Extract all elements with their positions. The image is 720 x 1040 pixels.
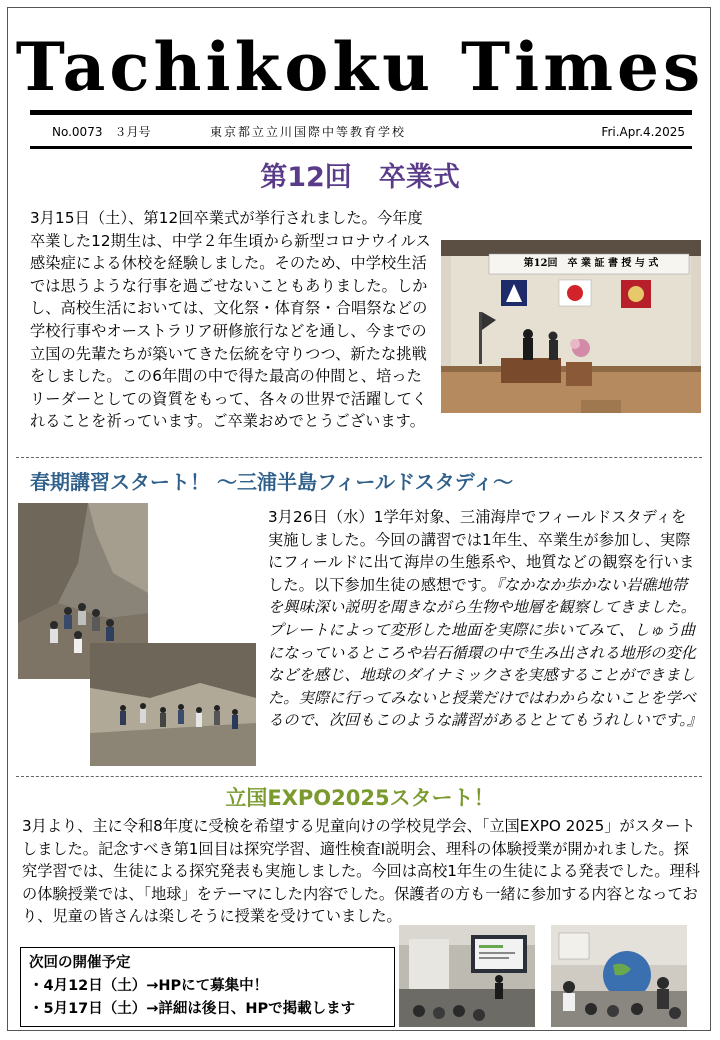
expo-science-class-photo: [551, 925, 687, 1027]
graduation-article: 3月15日（土）、第12回卒業式が挙行されました。今年度卒業した12期生は、中学２年生頃から新型コロナウイルス感染症による休校を経験しました。そのため、中学校生活では思うような行事を過ごせないこともありました。しかし、高校生活においては、文化祭・体育祭・合唱祭などの学校行事やオーストラリア研修旅行などを通し、今までの立国の先輩たちが築いてきた伝統を守りつつ、新たな挑戦をしました。この6年間の中で得た最高の仲間と、培ったリーダーとしての資質をもって、各々の世界で活躍してくれることを祈っています。ご卒業おめでとうございます。: [30, 209, 431, 431]
rocky-shore-photo: [90, 643, 256, 766]
fieldstudy-body: 3月26日（水）1学年対象、三浦海岸でフィールドスタディを実施しました。今回の講習では1年生、卒業生が参加し、実際にフィールドに出て海岸の生態系や、地質などの観察を行いました。以下参加生徒の感想です。: [268, 508, 695, 594]
lecture-hall-illustration: [399, 925, 535, 1027]
graduation-ceremony-photo: [441, 240, 701, 413]
ceremony-banner-text: 第12回 卒 業 証 書 授 与 式: [523, 258, 659, 269]
notice-line-may: ・5月17日（土）→詳細は後日、HPで掲載します: [29, 1001, 356, 1017]
fieldstudy-article: [268, 506, 703, 732]
masthead-rule-bottom: [30, 146, 692, 149]
section-divider-2: [16, 776, 702, 777]
school-name: 東京都立立川国際中等教育学校: [210, 125, 407, 139]
issue-number: No.0073 ３月号: [52, 125, 151, 139]
expo-article: 3月より、主に令和8年度に受検を希望する児童向けの学校見学会、「立国EXPO 2025」がスタートしました。記念すべき第1回目は探究学習、適性検査Ⅰ説明会、理科の体験授業が開かれました。探究学習では、生徒による探究発表も実施しました。今回は高校1年生の生徒による発表でした。理科の体験授業では、「地球」をテーマにした内容でした。保護者の方も一緒に参加する内容となっており、児童の皆さんは楽しそうに授業を受けていました。: [22, 817, 700, 926]
fieldstudy-quote: 『なかなか歩かない岩礁地帯を興味深い説明を聞きながら生物や地層を観察してきました。プレートによって変形した地面を実際に歩いてみて、しゅう曲になっているところや岩石循環の中で生み出される地形の変化などを感じ、地球のダイナミックさを実感することができました。実際に行ってみないと授業だけではわからないことを学べるので、次回もこのような講習があるととてもうれしいです。』: [268, 575, 703, 730]
notice-line-april: ・4月12日（土）→HPにて募集中！: [29, 978, 269, 994]
rocky-shore-illustration: [90, 643, 256, 766]
expo-heading: 立国EXPO2025スタート！: [225, 786, 495, 810]
expo-presentation-photo: [399, 925, 535, 1027]
next-event-notice: [20, 947, 395, 1027]
info-bar: [52, 123, 685, 141]
section-divider-1: [16, 457, 702, 458]
notice-title: 次回の開催予定: [29, 955, 131, 971]
graduation-heading: 第12回 卒業式: [260, 162, 460, 193]
science-class-illustration: [551, 925, 687, 1027]
fieldstudy-heading: 春期講習スタート！ ～三浦半島フィールドスタディ～: [30, 470, 514, 494]
masthead-rule-top: [30, 110, 692, 115]
issue-date: Fri.Apr.4.2025: [601, 125, 685, 139]
masthead-title: Tachikoku Times: [15, 28, 705, 106]
